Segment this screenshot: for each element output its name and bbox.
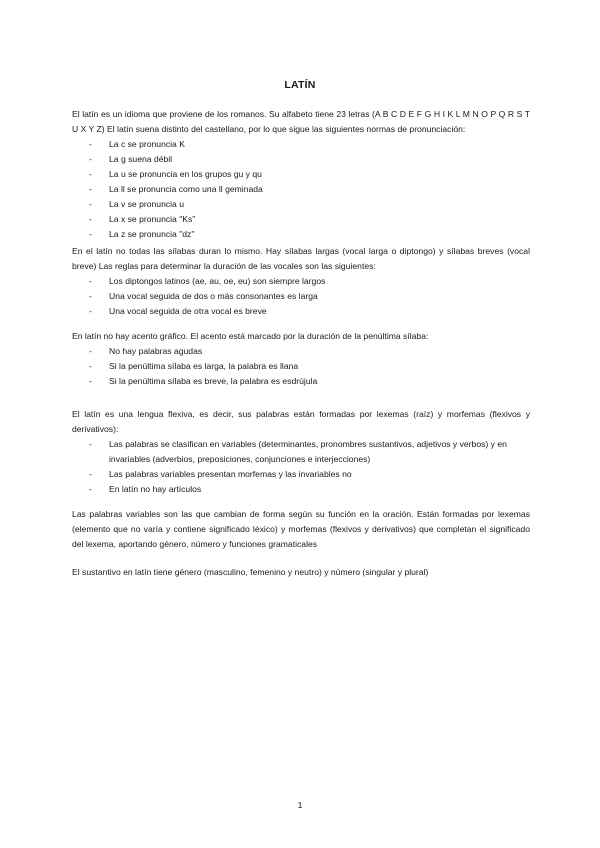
list-item: - La u se pronuncia en los grupos gu y qu bbox=[72, 167, 530, 182]
paragraph: El latín es un idioma que proviene de los romanos. Su alfabeto tiene 23 letras (A B C D E F G H I K L M N O P Q R S T U X Y Z) El latín suena distinto del castellano, por lo que sigue las siguientes normas de pronunciación: bbox=[72, 109, 530, 134]
section-pronunciation bbox=[72, 107, 530, 242]
bullet-list bbox=[72, 137, 530, 242]
section-noun bbox=[72, 565, 530, 580]
bullet-list bbox=[72, 344, 530, 389]
list-item: - La g suena débil bbox=[72, 152, 530, 167]
list-item: - Las palabras se clasifican en variables (determinantes, pronombres sustantivos, adjetivos y verbos) y en invariables (adverbios, preposiciones, conjunciones e interjecciones) bbox=[72, 437, 530, 467]
section-variable-words bbox=[72, 507, 530, 552]
list-item: - No hay palabras agudas bbox=[72, 344, 530, 359]
list-item: - En latín no hay artículos bbox=[72, 482, 530, 497]
bullet-list bbox=[72, 274, 530, 319]
list-item: - La z se pronuncia "dz" bbox=[72, 227, 530, 242]
list-item: - Una vocal seguida de otra vocal es breve bbox=[72, 304, 530, 319]
list-item: - Si la penúltima sílaba es breve, la palabra es esdrújula bbox=[72, 374, 530, 389]
list-item: - La ll se pronuncia como una ll geminada bbox=[72, 182, 530, 197]
paragraph: Las palabras variables son las que cambian de forma según su función en la oración. Están formadas por lexemas (elemento que no varía y contiene significado léxico) y morfemas (flexivos y derivativos) que completan el significado del lexema, aportando género, número y funciones gramaticales bbox=[72, 509, 530, 549]
list-item: - La v se pronuncia u bbox=[72, 197, 530, 212]
section-inflection bbox=[72, 407, 530, 497]
list-item: - La c se pronuncia K bbox=[72, 137, 530, 152]
paragraph: En el latín no todas las sílabas duran lo mismo. Hay sílabas largas (vocal larga o diptongo) y sílabas breves (vocal breve) Las reglas para determinar la duración de las vocales son las siguientes: bbox=[72, 246, 530, 271]
page-number: 1 bbox=[297, 800, 303, 810]
page-title: LATÍN bbox=[284, 79, 316, 91]
list-item: - La x se pronuncia "Ks" bbox=[72, 212, 530, 227]
list-item: - Una vocal seguida de dos o más consonantes es larga bbox=[72, 289, 530, 304]
section-accent bbox=[72, 329, 530, 389]
paragraph: El latín es una lengua flexiva, es decir, sus palabras están formadas por lexemas (raíz) y morfemas (flexivos y derivativos): bbox=[72, 409, 530, 434]
paragraph: El sustantivo en latín tiene género (masculino, femenino y neutro) y número (singular y plural) bbox=[72, 567, 429, 577]
paragraph: En latín no hay acento gráfico. El acento está marcado por la duración de la penúltima sílaba: bbox=[72, 331, 429, 341]
list-item: - Si la penúltima sílaba es larga, la palabra es llana bbox=[72, 359, 530, 374]
section-syllables bbox=[72, 244, 530, 319]
list-item: - Los diptongos latinos (ae, au, oe, eu) son siempre largos bbox=[72, 274, 530, 289]
list-item: - Las palabras variables presentan morfemas y las invariables no bbox=[72, 467, 530, 482]
bullet-list bbox=[72, 437, 530, 497]
